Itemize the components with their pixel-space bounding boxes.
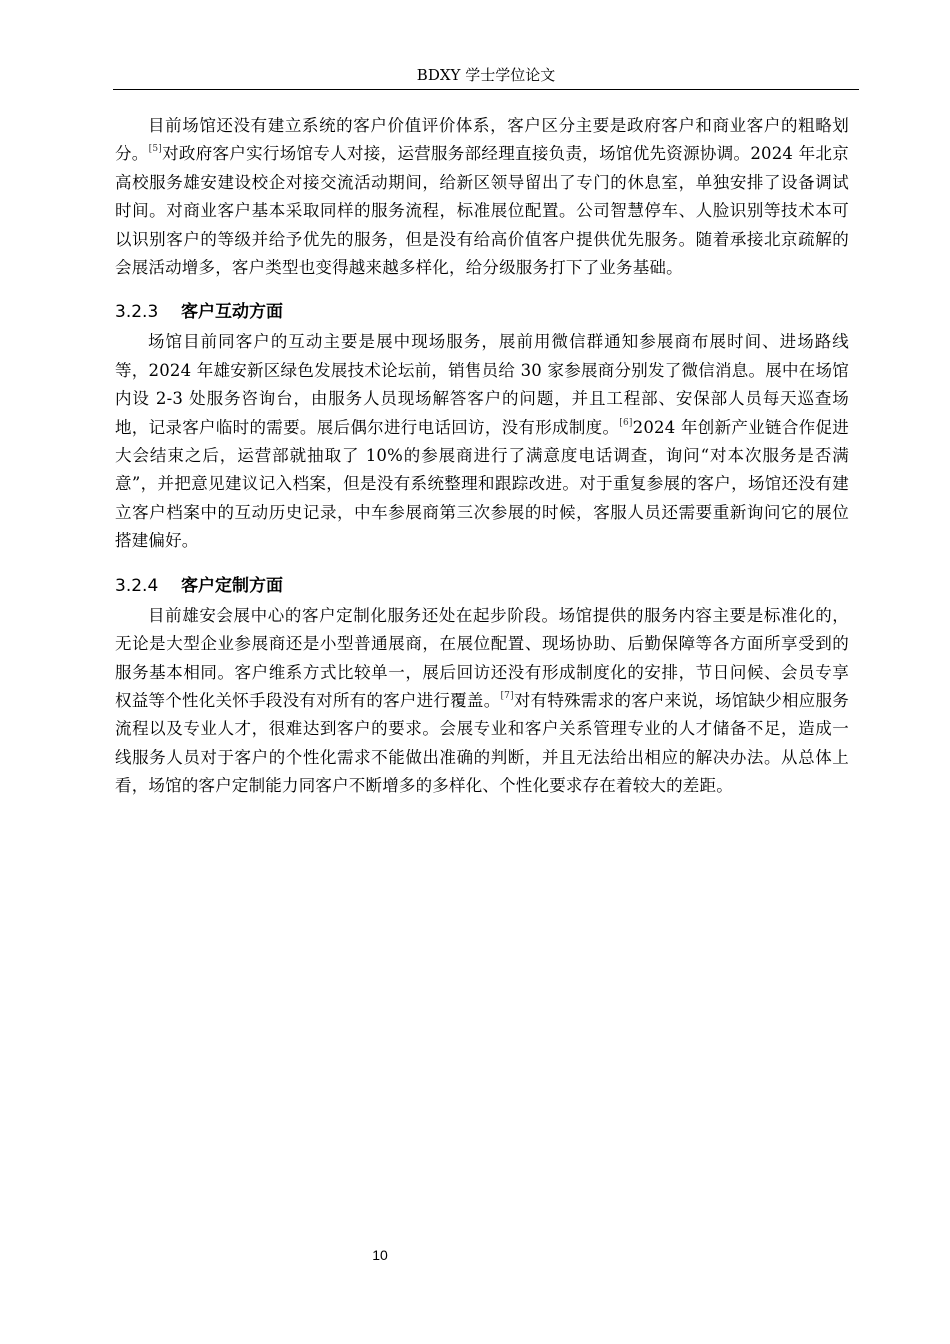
section-title: 客户定制方面	[181, 575, 283, 596]
paragraph-customer-value	[115, 112, 849, 282]
header-rule	[113, 89, 859, 90]
section-heading-3-2-3	[115, 298, 849, 326]
citation-ref: [5]	[148, 144, 162, 155]
citation-ref: [7]	[500, 690, 514, 701]
paragraph-text: 2024 年创新产业链合作促进大会结束之后，运营部就抽取了 10%的参展商进行了满意度电话调查，询问“对本次服务是否满意”，并把意见建议记入档案，但是没有系统整理和跟踪改进。对于重复参展的客户，场馆还没有建立客户档案中的互动历史记录，中车参展商第三次参展的时候，客服人员还需要重新询问它的展位搭建偏好。	[115, 417, 849, 551]
paragraph-text: 对有特殊需求的客户来说，场馆缺少相应服务流程以及专业人才，很难达到客户的要求。会展专业和客户关系管理专业的人才储备不足，造成一线服务人员对于客户的个性化需求不能做出准确的判断，并且无法给出相应的解决办法。从总体上看，场馆的客户定制能力同客户不断增多的多样化、个性化要求存在着较大的差距。	[115, 690, 850, 796]
page-body	[115, 112, 849, 801]
paragraph-text: 目前雄安会展中心的客户定制化服务还处在起步阶段。场馆提供的服务内容主要是标准化的，无论是大型企业参展商还是小型普通展商，在展位配置、现场协助、后勤保障等各方面所享受到的服务基本相同。客户维系方式比较单一，展后回访还没有形成制度化的安排，节日问候、会员专享权益等个性化关怀手段没有对所有的客户进行覆盖。	[115, 605, 849, 710]
section-title: 客户互动方面	[181, 302, 283, 323]
paragraph-text: 目前场馆还没有建立系统的客户价值评价体系，客户区分主要是政府客户和商业客户的粗略划分。	[115, 116, 849, 164]
section-heading-3-2-4	[115, 572, 849, 600]
paragraph-text: 对政府客户实行场馆专人对接，运营服务部经理直接负责，场馆优先资源协调。2024 年北京高校服务雄安建设校企对接交流活动期间，给新区领导留出了专门的休息室，单独安排了设备调试时间。对商业客户基本采取同样的服务流程，标准展位配置。公司智慧停车、人脸识别等技术本可以识别客户的等级并给予优先的服务，但是没有给高价值客户提供优先服务。随着承接北京疏解的会展活动增多，客户类型也变得越来越多样化，给分级服务打下了业务基础。	[115, 144, 849, 278]
paragraph-customer-interaction	[115, 328, 849, 555]
running-header: BDXY 学士学位论文	[416, 66, 556, 84]
section-number: 3.2.4	[115, 575, 159, 596]
paragraph-text: 场馆目前同客户的互动主要是展中现场服务，展前用微信群通知参展商布展时间、进场路线等，2024 年雄安新区绿色发展技术论坛前，销售员给 30 家参展商分别发了微信消息。展中在场馆内设 2-3 处服务咨询台，由服务人员现场解答客户的问题，并且工程部、安保部人员每天巡查场地，记录客户临时的需要。展后偶尔进行电话回访，没有形成制度。	[115, 332, 849, 437]
section-number: 3.2.3	[115, 302, 159, 323]
citation-ref: [6]	[619, 417, 633, 428]
paragraph-customer-customization	[115, 602, 849, 801]
page-number: 10	[372, 1247, 388, 1263]
